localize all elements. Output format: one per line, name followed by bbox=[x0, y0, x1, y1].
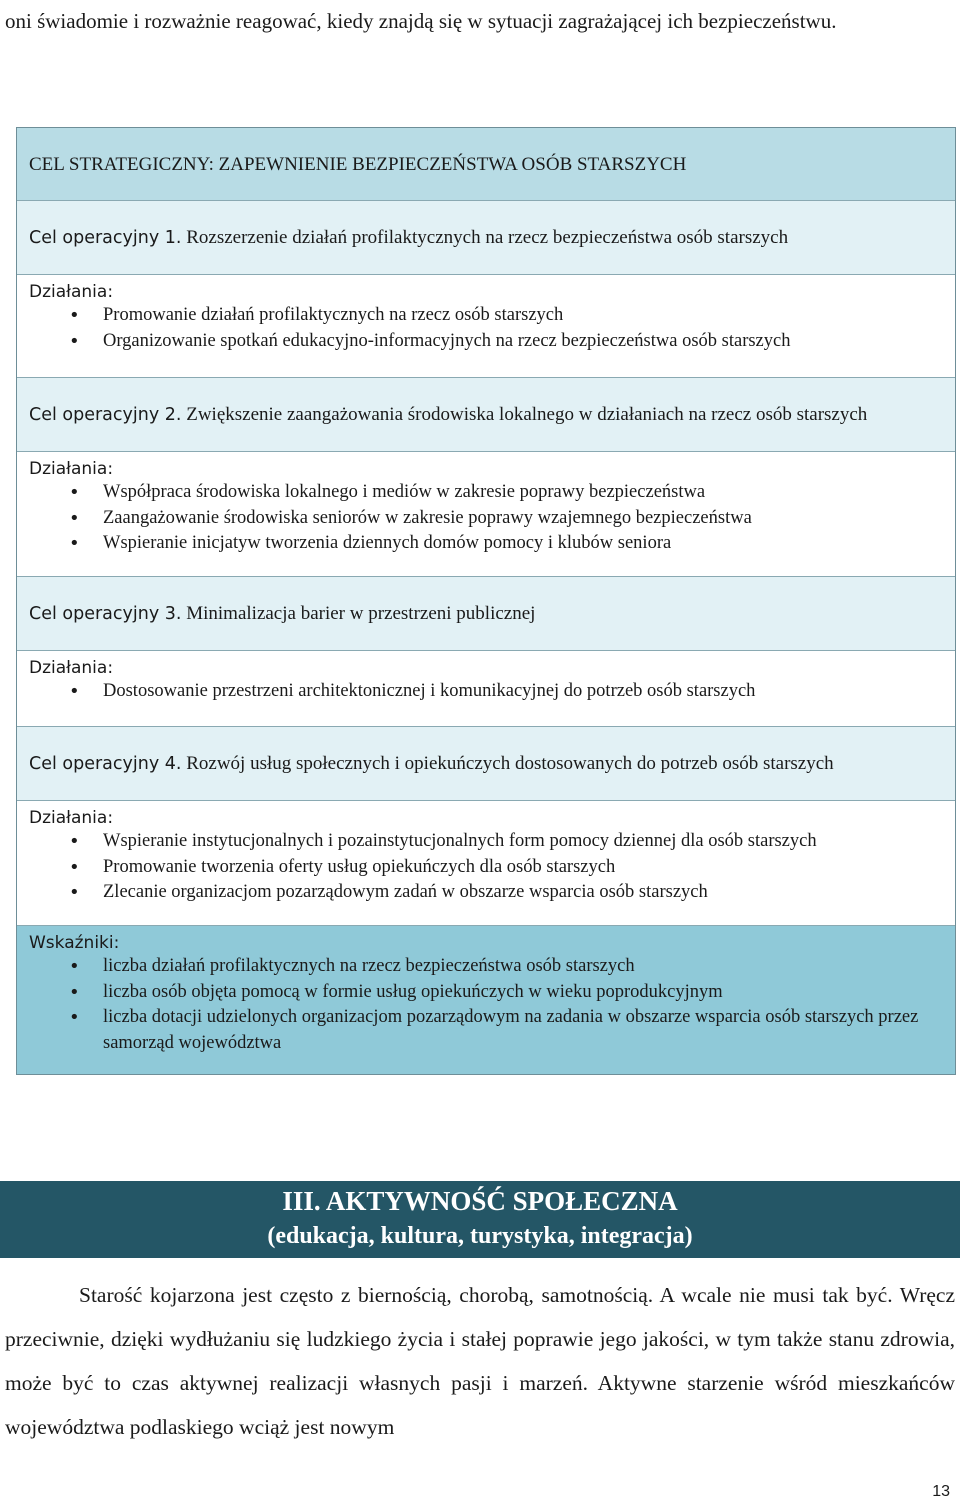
actions-4 bbox=[17, 801, 955, 926]
actions-label: Działania: bbox=[29, 282, 114, 302]
list-item: • Dostosowanie przestrzeni architektonicznej i komunikacyjnej do potrzeb osób starszych bbox=[29, 679, 955, 705]
actions-2 bbox=[17, 452, 955, 577]
list-item: • Zaangażowanie środowiska seniorów w zakresie poprawy wzajemnego bezpieczeństwa bbox=[29, 506, 955, 532]
actions-3 bbox=[17, 651, 955, 727]
page-number: 13 bbox=[932, 1483, 950, 1500]
section-title: III. AKTYWNOŚĆ SPOŁECZNA bbox=[282, 1186, 678, 1216]
paragraph-text: Starość kojarzona jest często z biernością, chorobą, samotnością. A wcale nie musi tak być. Wręcz przeciwnie, dzięki wydłużaniu się ludzkiego życia i stałej poprawie jego jakości, w tym także stanu zdrowia, może być to czas aktywnej realizacji własnych pasji i marzeń. Aktywne starzenie wśród mieszkańców województwa podlaskiego wciąż jest nowym bbox=[5, 1283, 955, 1439]
list-item: • Współpraca środowiska lokalnego i mediów w zakresie poprawy bezpieczeństwa bbox=[29, 480, 955, 506]
indicators-label: Wskaźniki: bbox=[29, 933, 120, 953]
strategic-goal-title: CEL STRATEGICZNY: ZAPEWNIENIE BEZPIECZEŃSTWA OSÓB STARSZYCH bbox=[17, 128, 955, 201]
list-item: • Promowanie działań profilaktycznych na rzecz osób starszych bbox=[29, 303, 955, 329]
indicators bbox=[17, 926, 955, 1074]
list-item: • liczba dotacji udzielonych organizacjom pozarządowym na zadania w obszarze wsparcia osób starszych przez samorząd województwa bbox=[29, 1005, 955, 1056]
strategy-table bbox=[16, 127, 956, 1075]
list-item: • liczba osób objęta pomocą w formie usług opiekuńczych w wieku poprodukcyjnym bbox=[29, 980, 955, 1006]
operational-goal-4 bbox=[17, 727, 955, 801]
body-paragraph bbox=[5, 1273, 955, 1449]
list-item: • Wspieranie inicjatyw tworzenia dziennych domów pomocy i klubów seniora bbox=[29, 531, 955, 557]
list-item: • Organizowanie spotkań edukacyjno-informacyjnych na rzecz bezpieczeństwa osób starszych bbox=[29, 329, 955, 355]
goal-label: Cel operacyjny 3. bbox=[29, 604, 182, 624]
section-subtitle: (edukacja, kultura, turystyka, integracja) bbox=[267, 1223, 693, 1249]
section-heading bbox=[0, 1181, 960, 1258]
operational-goal-3 bbox=[17, 577, 955, 651]
goal-text: Rozwój usług społecznych i opiekuńczych dostosowanych do potrzeb osób starszych bbox=[186, 753, 834, 774]
list-item: • Zlecanie organizacjom pozarządowym zadań w obszarze wsparcia osób starszych bbox=[29, 880, 955, 906]
goal-text: Zwiększenie zaangażowania środowiska lokalnego w działaniach na rzecz osób starszych bbox=[186, 404, 868, 425]
list-item: • Wspieranie instytucjonalnych i pozainstytucjonalnych form pomocy dziennej dla osób starszych bbox=[29, 829, 955, 855]
goal-text: Minimalizacja barier w przestrzeni publicznej bbox=[186, 603, 536, 624]
list-item: • Promowanie tworzenia oferty usług opiekuńczych dla osób starszych bbox=[29, 855, 955, 881]
actions-1 bbox=[17, 275, 955, 378]
goal-text: Rozszerzenie działań profilaktycznych na rzecz bezpieczeństwa osób starszych bbox=[186, 227, 789, 248]
goal-label: Cel operacyjny 4. bbox=[29, 754, 182, 774]
list-item: • liczba działań profilaktycznych na rzecz bezpieczeństwa osób starszych bbox=[29, 954, 955, 980]
goal-label: Cel operacyjny 2. bbox=[29, 405, 182, 425]
actions-label: Działania: bbox=[29, 808, 114, 828]
operational-goal-2 bbox=[17, 378, 955, 452]
actions-label: Działania: bbox=[29, 658, 114, 678]
operational-goal-1 bbox=[17, 201, 955, 275]
goal-label: Cel operacyjny 1. bbox=[29, 228, 182, 248]
actions-label: Działania: bbox=[29, 459, 114, 479]
intro-text: oni świadomie i rozważnie reagować, kiedy znajdą się w sytuacji zagrażającej ich bezpieczeństwu. bbox=[5, 9, 837, 33]
